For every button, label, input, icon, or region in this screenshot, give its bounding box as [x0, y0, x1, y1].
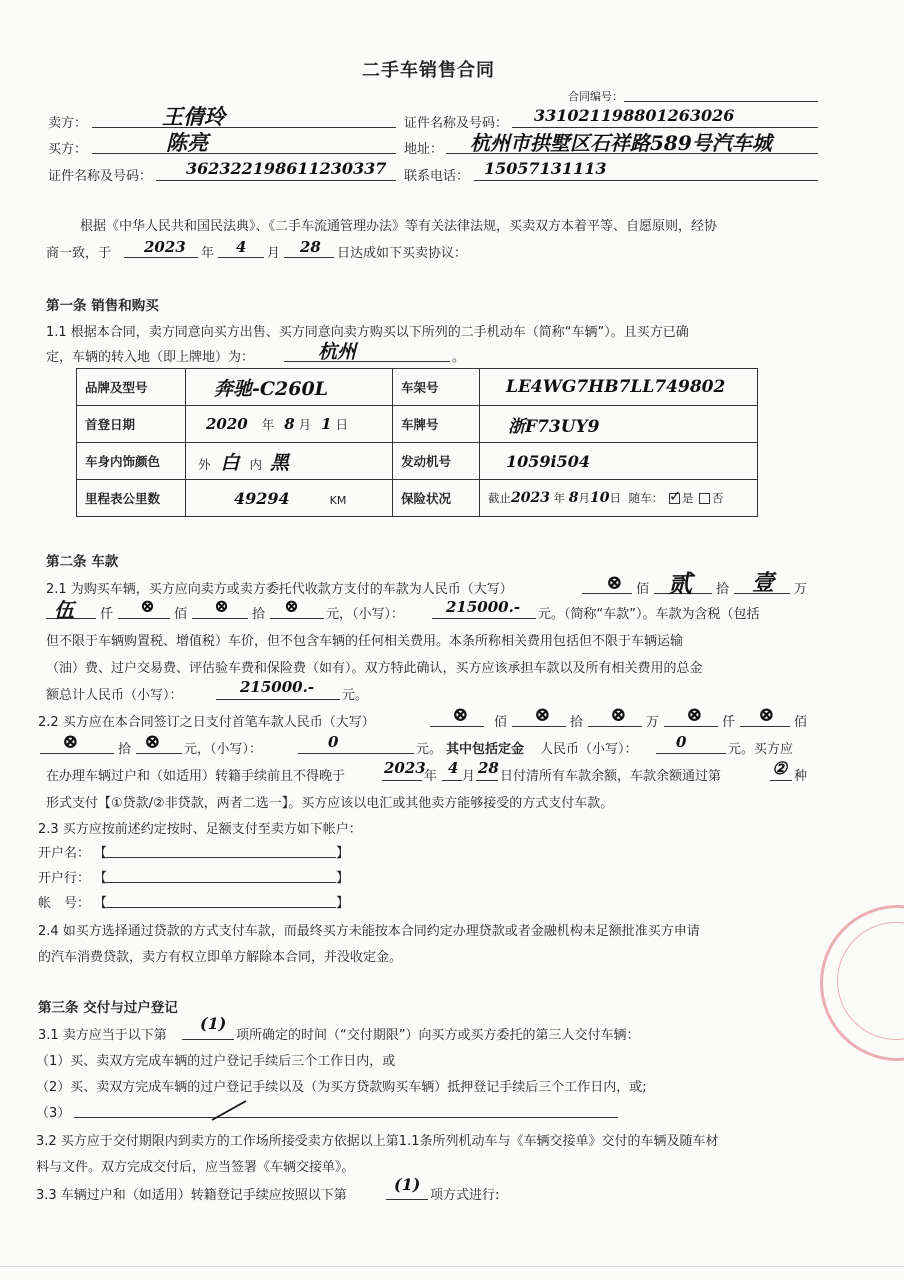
date-month: 4	[236, 238, 247, 256]
odometer-cell	[186, 480, 393, 517]
brand-value: 奔驰-C260L	[214, 377, 329, 400]
interior-label: 内	[249, 456, 263, 472]
deposit-shi2-line	[40, 753, 114, 754]
article-2-1-line-3: 但不限于车辆购置税、增值税）车价，但不包含车辆的任何相关费用。本条所称相关费用包括但不限于车辆运输	[46, 634, 684, 649]
total-amount: 215000.-	[240, 678, 315, 696]
deposit-qian-unit: 仟	[722, 715, 736, 730]
deposit-shi2-hw: ⊗	[62, 729, 79, 753]
exterior-value: 白	[220, 451, 240, 474]
amount-shi2-line	[192, 618, 248, 619]
vin-value: LE4WG7HB7LL749802	[506, 377, 726, 397]
odometer-value: 49294	[234, 488, 290, 508]
table-row	[77, 369, 758, 406]
seller-id-value: 331021198801263026	[534, 106, 735, 125]
account-name-field[interactable]	[106, 857, 336, 858]
phone-line	[474, 180, 818, 181]
plate-cell	[480, 406, 758, 443]
company-seal-stamp	[820, 905, 904, 1061]
article-2-title: 第二条 车款	[46, 554, 119, 570]
amount-small-line	[432, 618, 536, 619]
date-day: 28	[300, 238, 321, 256]
article-3-1-start: 3.1 卖方应当于以下第	[38, 1028, 167, 1043]
art3-1-item-line	[182, 1039, 234, 1040]
pay-month-label: 月	[462, 769, 476, 784]
account-name-bracket-open: 【	[94, 846, 108, 861]
deposit-bai2-unit: 佰	[794, 715, 808, 730]
pay-year: 2023	[384, 759, 426, 777]
amount-bai-unit: 佰	[636, 582, 650, 597]
pay-year-label: 年	[424, 769, 438, 784]
address-label: 地址：	[404, 142, 444, 157]
account-name-label: 开户名：	[38, 846, 91, 861]
article-2-4-line-2: 的汽车消费贷款，卖方有权立即单方解除本合同，并没收定金。	[38, 950, 403, 965]
account-number-label: 帐 号：	[38, 896, 91, 911]
seal-inner-ring	[837, 922, 904, 1040]
transfer-place: 杭州	[318, 341, 357, 363]
amount-yuan-line	[270, 618, 324, 619]
total-line	[216, 699, 340, 700]
yes-label: 是	[681, 491, 694, 505]
year-label: 年	[201, 246, 215, 261]
vin-label: 车架号	[393, 369, 480, 406]
insurance-label: 保险状况	[393, 480, 480, 517]
amount-wan-unit: 万	[794, 582, 808, 597]
article-2-1-line-5-end: 元。	[342, 688, 369, 703]
seller-label: 卖方：	[48, 116, 88, 131]
art3-3-item: (1)	[394, 1175, 421, 1194]
preamble-line-2-end: 日达成如下买卖协议：	[337, 246, 468, 261]
date-year-line	[124, 257, 198, 258]
deposit-bai2-hw: ⊗	[758, 702, 775, 726]
reg-day: 1	[321, 415, 332, 433]
color-cell	[186, 443, 393, 480]
article-3-2-line-1: 3.2 买方应于交付期限内到卖方的工作场所接受卖方依据以上第1.1条所列机动车与《车辆交接单》交付的车辆及随车材	[36, 1134, 719, 1149]
insurance-year: 2023	[511, 490, 550, 506]
buyer-line	[92, 153, 396, 154]
deposit-wan-hw: ⊗	[610, 702, 627, 726]
payment-method: ②	[772, 759, 788, 779]
strike-slash-mark	[210, 1098, 250, 1122]
buyer-value: 陈亮	[166, 130, 208, 155]
article-3-3-end: 项方式进行:	[430, 1188, 500, 1203]
no-label: 否	[711, 491, 724, 505]
preamble-line-1: 根据《中华人民共和国民法典》、《二手车流通管理办法》等有关法律法规，买卖双方本着平等、自愿原则，经协	[80, 219, 718, 234]
plate-label: 车牌号	[393, 406, 480, 443]
reg-year: 2020	[206, 415, 248, 433]
no-checkbox[interactable]	[699, 493, 710, 504]
amount-yuan-hw: ⊗	[284, 596, 300, 617]
art3-3-item-line	[386, 1199, 428, 1200]
article-2-2-line-4: 形式支付【①贷款/②非贷款，两者二选一】。买方应该以电汇或其他卖方能够接受的方式支付车款。	[46, 796, 614, 811]
article-3-1-end: 项所确定的时间（“交付期限”）向买方或买方委托的第三人交付车辆：	[236, 1028, 640, 1043]
amount-shi2-unit: 拾	[252, 607, 266, 622]
date-month-line	[218, 257, 264, 258]
deposit-amount: 0	[676, 733, 687, 751]
article-3-title: 第三条 交付与过户登记	[38, 1000, 178, 1016]
reg-date-label: 首登日期	[77, 406, 186, 443]
article-2-1-small-label: 元，（小写）：	[326, 607, 405, 622]
deposit-wan-line	[588, 726, 642, 727]
seller-value: 王倩玲	[162, 104, 225, 129]
article-3-2-line-2: 料与文件。双方完成交付后，应当签署《车辆交接单》。	[36, 1160, 355, 1175]
check-mark-icon: ✓	[668, 487, 682, 505]
pay-day: 28	[478, 759, 499, 777]
buyer-label: 买方：	[48, 142, 88, 157]
deposit-small-label: 元，（小写）：	[184, 742, 263, 757]
plate-value: 浙F73UY9	[508, 416, 600, 437]
deposit-yuan-end: 元。	[416, 742, 443, 757]
deposit-rmb-label: 人民币（小写）：	[540, 742, 638, 757]
yes-checkbox[interactable]	[668, 487, 682, 505]
deposit-yuan-hw: ⊗	[144, 729, 161, 753]
pay-month-line	[442, 780, 462, 781]
article-3-option-3: （3）	[36, 1106, 71, 1121]
account-number-field[interactable]	[106, 907, 336, 908]
deposit-bai2-line	[740, 726, 790, 727]
deposit-line-end: 元。买方应	[728, 742, 794, 757]
phone-value: 15057131113	[484, 159, 607, 178]
date-day-line	[284, 257, 334, 258]
buyer-id-line	[156, 180, 396, 181]
insurance-day: 10	[590, 490, 610, 506]
deposit-wan-unit: 万	[646, 715, 660, 730]
account-name-bracket-close: 】	[336, 846, 350, 861]
date-year: 2023	[144, 238, 186, 256]
article-2-1-line-4: （油）费、过户交易费、评估验车费和保险费（如有）。双方特此确认，买方应该承担车款以及所有相关费用的总金	[46, 661, 703, 676]
amount-shi2-hw: ⊗	[214, 596, 230, 617]
transfer-place-line	[284, 361, 450, 362]
amount-shi-hw: 贰	[668, 569, 692, 598]
deposit-shi-hw: ⊗	[534, 702, 551, 726]
deposit-amount-line	[656, 753, 726, 754]
table-row	[77, 406, 758, 443]
account-number-bracket-close: 】	[336, 896, 350, 911]
page-title: 二手车销售合同	[362, 60, 495, 81]
article-3-option-2: （2）买、卖双方完成车辆的过户登记手续以及（为买方贷款购买车辆）抵押登记手续后三个工作日内，或;	[36, 1080, 647, 1095]
pay-day-line	[476, 780, 498, 781]
contract-no-label: 合同编号：	[568, 90, 623, 103]
exterior-label: 外	[198, 456, 211, 472]
article-3-option-1: （1）买、卖双方完成车辆的过户登记手续后三个工作日内，或	[36, 1054, 396, 1069]
article-2-3: 2.3 买方应按前述约定按时、足额支付至卖方如下帐户：	[38, 822, 362, 837]
article-2-2-line-3-end: 种	[794, 769, 808, 784]
amount-wan-hw: 壹	[752, 570, 775, 596]
table-row	[77, 480, 758, 517]
seller-id-label: 证件名称及号码：	[404, 116, 509, 131]
amount-bai2-line	[118, 618, 170, 619]
buyer-id-value: 362322198611230337	[186, 159, 387, 178]
article-1-1-line-1: 1.1 根据本合同，卖方同意向买方出售、买方同意向卖方购买以下所列的二手机动车（简称“车辆”）。且买方已确	[46, 325, 689, 340]
brand-label: 品牌及型号	[77, 369, 186, 406]
article-1-1-line-2: 定，车辆的转入地（即上牌地）为：	[46, 350, 255, 365]
insurance-prefix: 截止	[488, 491, 511, 505]
account-number-bracket-open: 【	[94, 896, 108, 911]
article-3-3-start: 3.3 车辆过户和（如适用）转籍登记手续应按照以下第	[36, 1188, 347, 1203]
odometer-unit: KM	[329, 493, 347, 507]
deposit-shi-line	[512, 726, 566, 727]
buyer-id-label: 证件名称及号码：	[48, 169, 153, 184]
deposit-small: 0	[328, 733, 339, 751]
deposit-bai-unit: 佰	[494, 715, 508, 730]
deposit-included-label: 其中包括定金	[446, 742, 525, 757]
account-bank-label: 开户行：	[38, 871, 91, 886]
address-value: 杭州市拱墅区石祥路589号汽车城	[470, 131, 772, 155]
article-2-1-line-5: 额总计人民币（小写）：	[46, 688, 183, 703]
method-line	[770, 780, 792, 781]
deposit-shi2-unit: 拾	[118, 742, 132, 757]
account-bank-bracket-open: 【	[94, 871, 108, 886]
deposit-bai-line	[430, 726, 484, 727]
reg-month: 8	[284, 415, 295, 433]
option-3-line	[74, 1117, 618, 1118]
insurance-suffix: 随车：	[628, 491, 664, 505]
vehicle-table	[76, 368, 758, 517]
interior-value: 黑	[270, 451, 290, 474]
amount-bai2-unit: 佰	[174, 607, 188, 622]
deposit-qian-hw: ⊗	[686, 702, 703, 726]
pay-year-line	[382, 780, 422, 781]
article-2-4-line-1: 2.4 如买方选择通过贷款的方式支付车款，而最终买方未能按本合同约定办理贷款或者金融机构未足额批准买方申请	[38, 924, 700, 939]
color-label: 车身内饰颜色	[77, 443, 186, 480]
page-bottom-edge	[0, 1266, 904, 1267]
table-row	[77, 443, 758, 480]
amount-small: 215000.-	[446, 598, 521, 616]
article-2-1-line-2-end: 元。（简称“车款”）。车款为含税（包括	[538, 607, 760, 622]
insurance-month-label: 月	[578, 491, 591, 505]
reg-month-label: 月	[298, 417, 312, 432]
insurance-year-label: 年	[553, 491, 566, 505]
insurance-month: 8	[568, 490, 579, 506]
contract-no-line	[624, 101, 818, 102]
amount-qian-unit: 仟	[100, 607, 114, 622]
reg-day-label: 日	[335, 417, 349, 432]
deposit-small-line	[298, 753, 414, 754]
engine-cell	[480, 443, 758, 480]
amount-bai-hw: ⊗	[606, 570, 623, 594]
reg-year-label: 年	[261, 417, 275, 432]
pay-month: 4	[448, 759, 459, 777]
account-bank-bracket-close: 】	[336, 871, 350, 886]
article-2-2-line-3-mid: 日付清所有车款余额，车款余额通过第	[500, 769, 722, 784]
reg-date-cell	[186, 406, 393, 443]
article-1-1-period: 。	[452, 350, 466, 365]
article-2-2-line-3: 在办理车辆过户和（如适用）转籍手续前且不得晚于	[46, 769, 346, 784]
seller-line	[92, 127, 396, 128]
article-2-2-line-1: 2.2 买方应在本合同签订之日支付首笔车款人民币（大写）	[38, 715, 375, 730]
article-1-title: 第一条 销售和购买	[46, 298, 159, 314]
deposit-qian-line	[664, 726, 718, 727]
odometer-label: 里程表公里数	[77, 480, 186, 517]
amount-bai2-hw: ⊗	[140, 596, 156, 617]
engine-value: 1059i504	[506, 451, 591, 471]
vin-cell	[480, 369, 758, 406]
insurance-day-label: 日	[609, 491, 622, 505]
deposit-yuan-line	[136, 753, 182, 754]
amount-shi-unit: 拾	[716, 582, 730, 597]
month-label: 月	[267, 246, 281, 261]
preamble-line-2-start: 商一致，于	[46, 246, 112, 261]
phone-label: 联系电话：	[404, 169, 470, 184]
art3-1-item: (1)	[200, 1014, 227, 1033]
amount-wu-hw: 伍	[54, 598, 74, 622]
deposit-shi-unit: 拾	[570, 715, 584, 730]
account-bank-field[interactable]	[106, 882, 336, 883]
insurance-cell	[480, 480, 758, 517]
article-2-1-line-1: 2.1 为购买车辆，买方应向卖方或卖方委托代收款方支付的车款为人民币（大写）	[46, 582, 513, 597]
engine-label: 发动机号	[393, 443, 480, 480]
brand-cell	[186, 369, 393, 406]
deposit-bai-hw: ⊗	[452, 702, 469, 726]
